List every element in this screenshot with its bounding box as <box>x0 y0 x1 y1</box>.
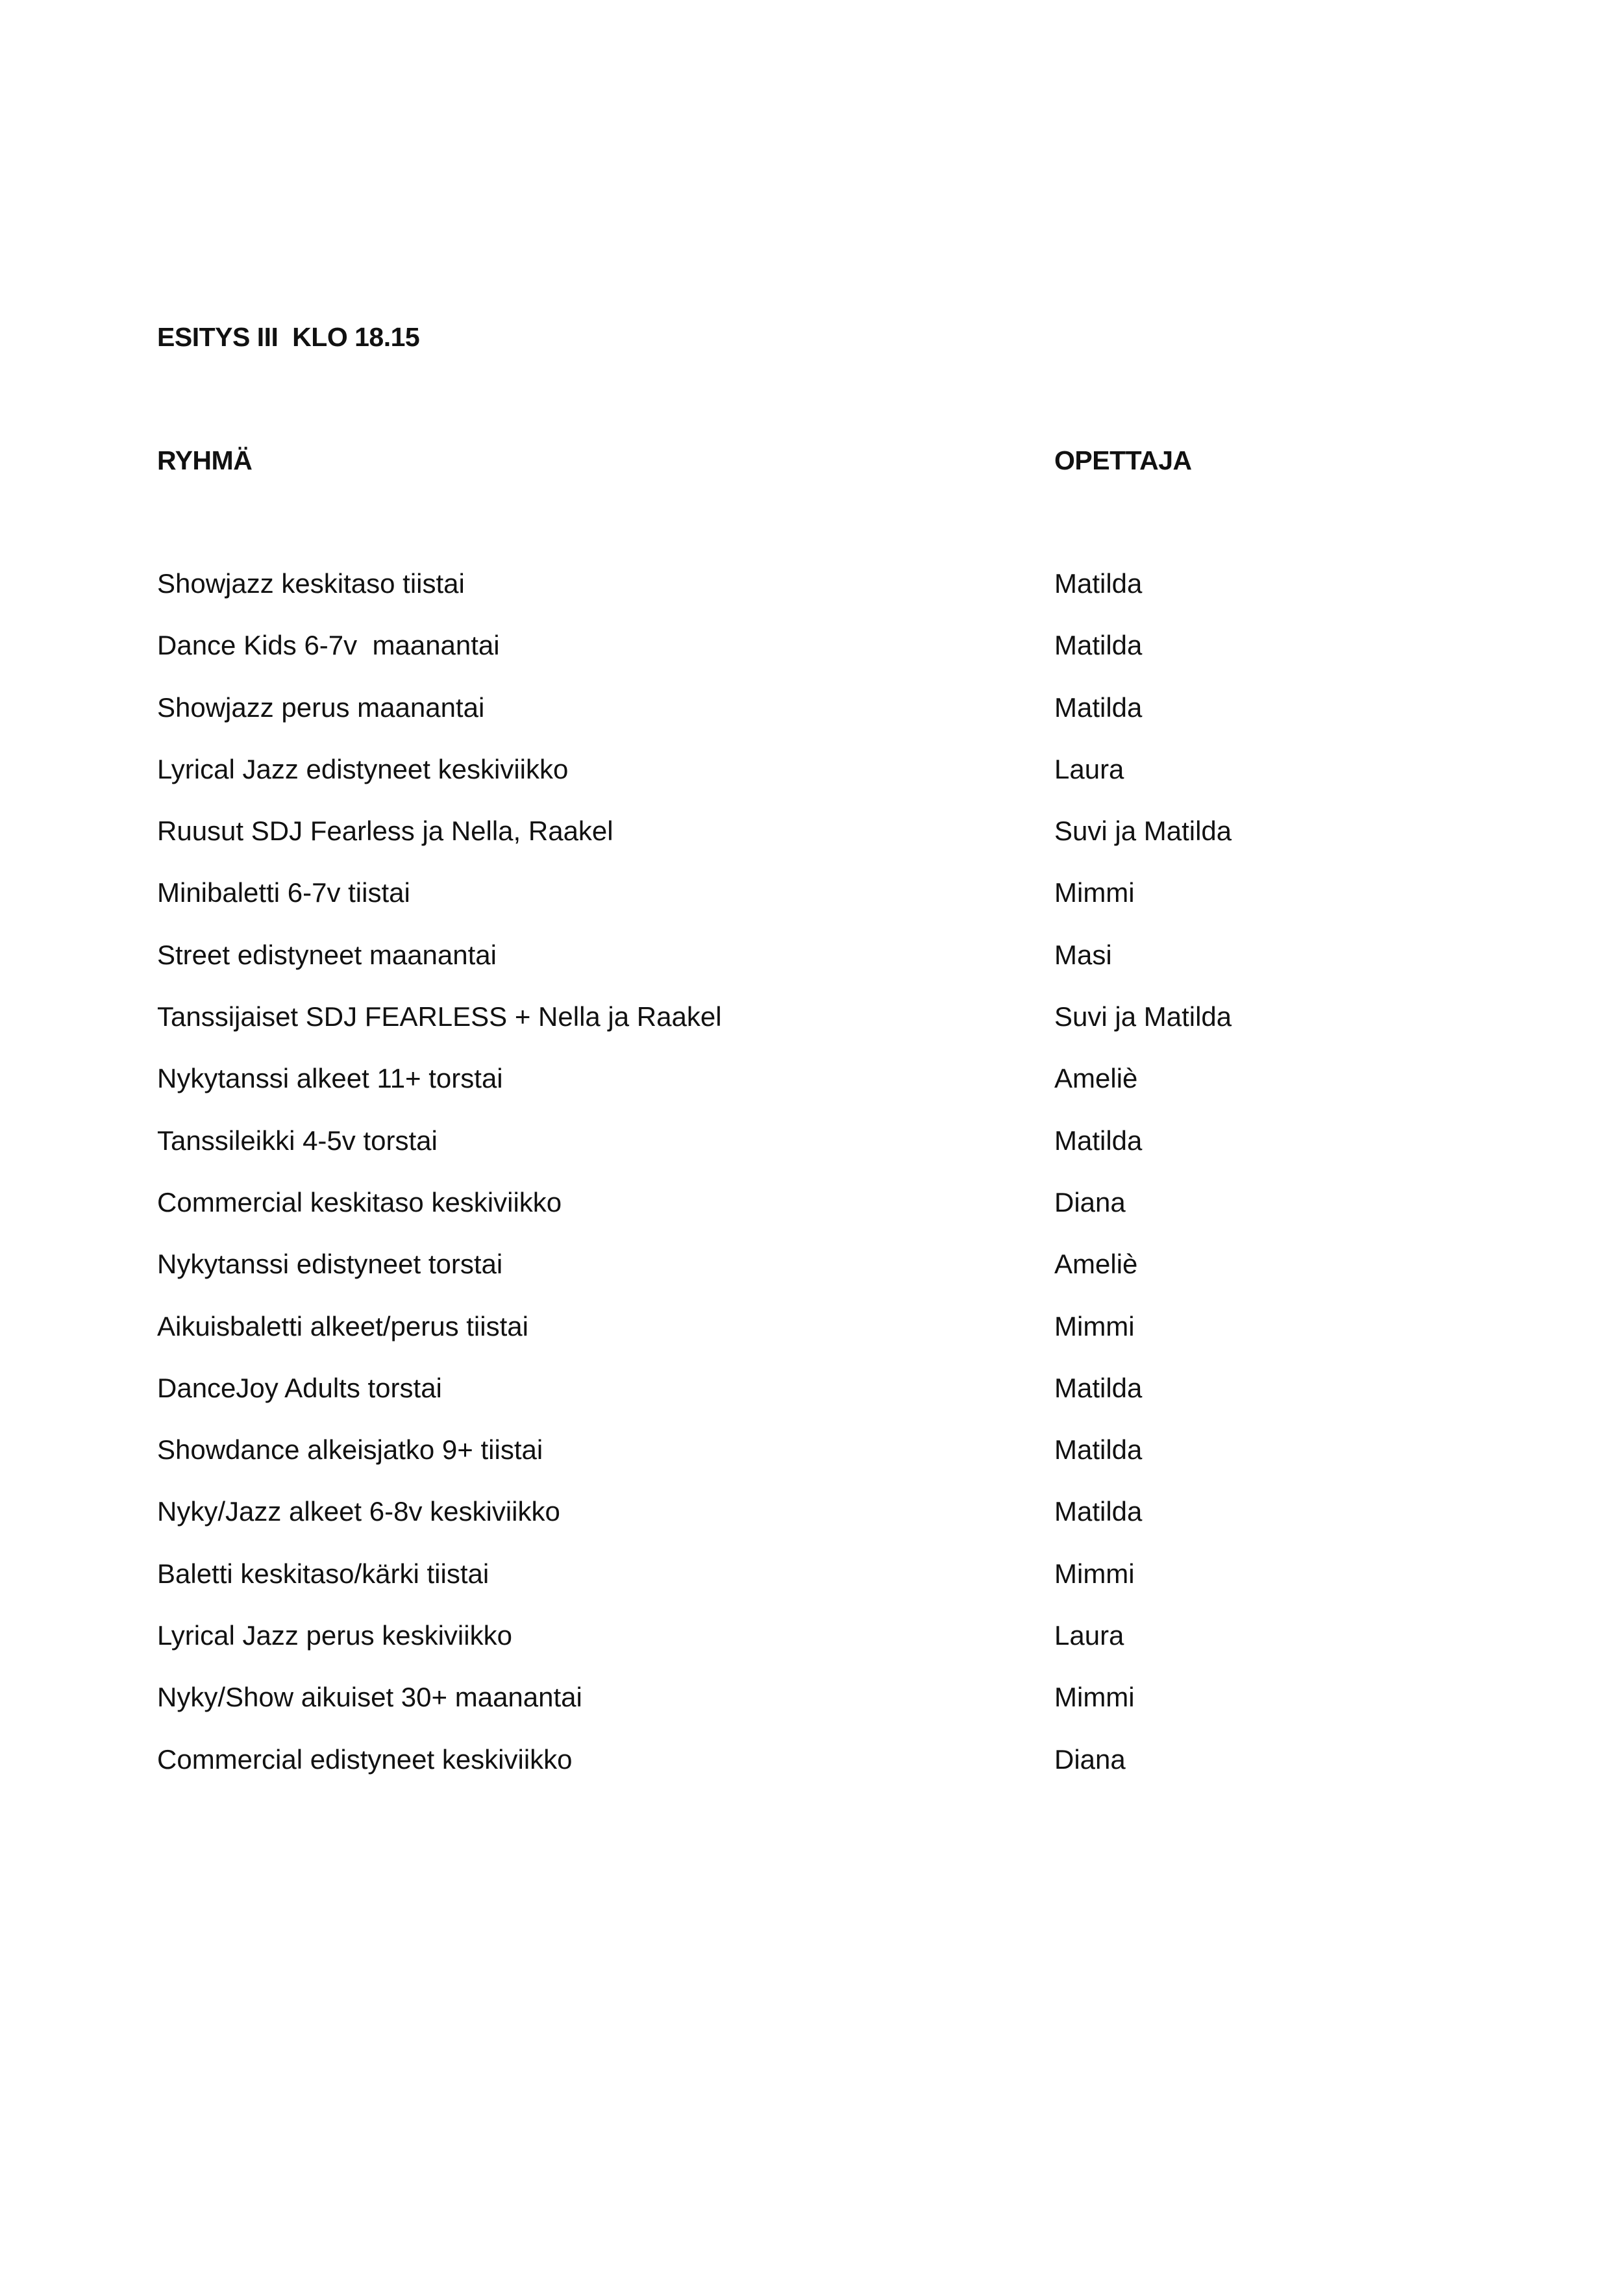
group-cell: Nykytanssi edistyneet torstai <box>157 1249 503 1280</box>
teacher-cell: Matilda <box>1054 568 1143 599</box>
group-cell: Commercial keskitaso keskiviikko <box>157 1186 562 1217</box>
table-row <box>157 1310 1456 1372</box>
group-cell: Tanssijaiset SDJ FEARLESS + Nella ja Raakel <box>157 1001 722 1032</box>
table-row <box>157 1681 1456 1743</box>
column-header-teacher: OPETTAJA <box>1054 445 1192 475</box>
teacher-cell: Matilda <box>1054 692 1143 723</box>
teacher-cell: Mimmi <box>1054 877 1135 908</box>
group-cell: Showjazz perus maanantai <box>157 692 485 723</box>
group-cell: Baletti keskitaso/kärki tiistai <box>157 1558 489 1589</box>
table-row <box>157 629 1456 691</box>
table-row <box>157 1558 1456 1619</box>
table-row <box>157 692 1456 753</box>
group-cell: Lyrical Jazz edistyneet keskiviikko <box>157 753 569 784</box>
teacher-cell: Matilda <box>1054 1372 1143 1403</box>
teacher-cell: Mimmi <box>1054 1310 1135 1341</box>
schedule-list <box>157 568 1456 1805</box>
teacher-cell: Laura <box>1054 753 1124 784</box>
table-row <box>157 1619 1456 1681</box>
group-cell: Showjazz keskitaso tiistai <box>157 568 465 599</box>
column-header-group: RYHMÄ <box>157 445 253 475</box>
table-row <box>157 1372 1456 1434</box>
teacher-cell: Suvi ja Matilda <box>1054 1001 1232 1032</box>
group-cell: Ruusut SDJ Fearless ja Nella, Raakel <box>157 816 613 847</box>
teacher-cell: Masi <box>1054 939 1112 970</box>
teacher-cell: Diana <box>1054 1743 1126 1775</box>
table-row <box>157 753 1456 815</box>
table-row <box>157 939 1456 1001</box>
table-row <box>157 568 1456 629</box>
table-row <box>157 1125 1456 1186</box>
teacher-cell: Matilda <box>1054 630 1143 661</box>
teacher-cell: Ameliè <box>1054 1063 1138 1094</box>
table-row <box>157 1062 1456 1124</box>
group-cell: Aikuisbaletti alkeet/perus tiistai <box>157 1310 528 1341</box>
teacher-cell: Matilda <box>1054 1496 1143 1527</box>
teacher-cell: Ameliè <box>1054 1249 1138 1280</box>
group-cell: Nykytanssi alkeet 11+ torstai <box>157 1063 503 1094</box>
page-title: ESITYS III KLO 18.15 <box>157 322 420 352</box>
teacher-cell: Suvi ja Matilda <box>1054 816 1232 847</box>
teacher-cell: Matilda <box>1054 1125 1143 1156</box>
group-cell: Showdance alkeisjatko 9+ tiistai <box>157 1434 543 1466</box>
group-cell: Minibaletti 6-7v tiistai <box>157 877 410 908</box>
group-cell: Lyrical Jazz perus keskiviikko <box>157 1620 512 1651</box>
teacher-cell: Mimmi <box>1054 1682 1135 1713</box>
table-row <box>157 1434 1456 1495</box>
group-cell: Tanssileikki 4-5v torstai <box>157 1125 438 1156</box>
table-row <box>157 877 1456 938</box>
table-row <box>157 1186 1456 1248</box>
teacher-cell: Laura <box>1054 1620 1124 1651</box>
table-row <box>157 1001 1456 1062</box>
table-row <box>157 1248 1456 1310</box>
group-cell: Commercial edistyneet keskiviikko <box>157 1743 573 1775</box>
table-row <box>157 815 1456 877</box>
group-cell: Dance Kids 6-7v maanantai <box>157 630 500 661</box>
table-row <box>157 1495 1456 1557</box>
teacher-cell: Matilda <box>1054 1434 1143 1466</box>
table-row <box>157 1743 1456 1805</box>
group-cell: Nyky/Show aikuiset 30+ maanantai <box>157 1682 582 1713</box>
group-cell: Nyky/Jazz alkeet 6-8v keskiviikko <box>157 1496 560 1527</box>
group-cell: Street edistyneet maanantai <box>157 939 497 970</box>
group-cell: DanceJoy Adults torstai <box>157 1372 442 1403</box>
teacher-cell: Diana <box>1054 1186 1126 1217</box>
teacher-cell: Mimmi <box>1054 1558 1135 1589</box>
